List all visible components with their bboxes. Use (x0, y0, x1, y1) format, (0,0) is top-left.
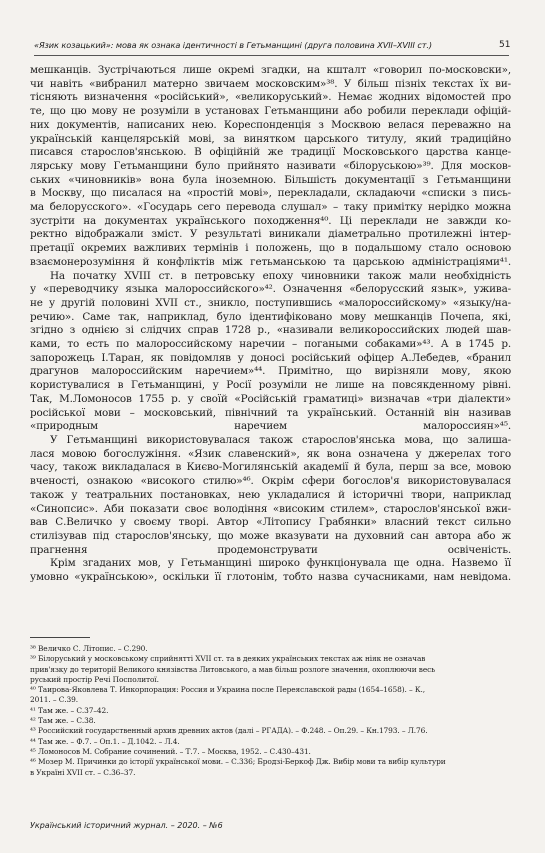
paragraph (30, 270, 511, 434)
text-line: у «переводчику языка малороссийского»⁴². Означення «белорусский язык», ужива- (30, 283, 511, 296)
paragraph (30, 434, 511, 557)
footnote-line: ⁴¹ Там же. – С.37–42. (30, 705, 109, 715)
text-line: «природным наречием малороссиян»⁴⁵. (30, 420, 511, 433)
text-line: На початку XVIII ст. в петровську епоху чиновники також мали необхідність (50, 269, 511, 282)
footnote-line: ⁴⁵ Ломоносов М. Собрание сочинений. – Т.7. – Москва, 1952. – С.430–431. (30, 746, 311, 756)
text-line: зустріти на документах українського походження⁴⁰. Ці переклади не завжди ко- (30, 214, 511, 227)
text-line: користувалися в Гетьманщині, у Росії розуміли не лише на повсякденному рівні. (30, 379, 511, 392)
text-line: тісняють визначення «російський», «великоруський». Немає жодних відомостей про (30, 91, 511, 104)
footnote-rule (30, 637, 90, 638)
running-header: «Язик козацький»: мова як ознака ідентичності в Гетьманщині (друга половина XVII–XVIII ст.) (34, 40, 432, 50)
footnote-line: прив'язку до території Великого князівства Литовського, а мав більш розлоге значення, охоплюючи весь (30, 664, 436, 674)
paragraph (30, 64, 511, 270)
footnote-line: ⁴⁰ Таирова-Яковлева Т. Инкорпорация: Россия и Украина после Переяславской рады (1654–1658). – К., (30, 685, 425, 695)
text-line: ських «чиновників» вона була іноземною. Більшість документації з Гетьманщини (30, 173, 511, 186)
text-line: вав С.Величко у своєму творі. Автор «Літопису Грабянки» власний текст сильно (30, 516, 511, 529)
text-line: лярську мову Гетьманщини було прийнято називати «білоруською»³⁹. Для москов- (30, 159, 511, 172)
footnote-line: руський простір Речі Посполитої. (30, 674, 159, 684)
footnote-line: ⁴³ Российский государственный архив древних актов (далі – РГАДА). – Ф.248. – Оп.29. – Кн.1793. – Л.76. (30, 726, 428, 736)
text-line: також у театральних постановках, нею укладалися й історичні твори, наприклад (30, 488, 511, 501)
text-line: ками, то есть по малороссийскому наречии – погаными собаками»⁴³. А в 1745 р. (30, 338, 511, 351)
text-line: згідно з однією зі слідчих справ 1728 р., «називали великороссийских людей шав- (30, 324, 511, 337)
footnote-line: ³⁹ Білоруський у московському сприйнятті XVII ст. та в деяких українських текстах аж ніяк не означав (30, 654, 426, 664)
text-line: писався старослов'янською. В офіційній же традиції Московського царства канце- (30, 146, 511, 159)
footnote-line: ⁴² Там же. – С.38. (30, 716, 96, 726)
text-line: драгунов малороссийским наречием»⁴⁴. Примітно, що вирізняли мову, якою (30, 365, 511, 378)
article-body (30, 64, 511, 585)
text-line: українській канцелярській мові, за винятком царського титулу, який традиційно (30, 132, 511, 145)
footnote-line: ⁴⁴ Там же. – Ф.7. – Оп.1. – Д.1042. – Л.4. (30, 736, 180, 746)
text-line: прагнення продемонструвати освіченість. (30, 543, 511, 556)
text-line: речию». Саме так, наприклад, було ідентифіковано мову мешканців Почепа, які, (30, 310, 511, 323)
text-line: «Синопсис». Аби показати своє володіння «високим стилем», старослов'янської вжи- (30, 502, 511, 515)
footnote-line: в Україні XVII ст. – С.36–37. (30, 767, 136, 777)
text-line: претації окремих важливих термінів і положень, що в подальшому стало основою (30, 242, 511, 255)
text-line: лася мовою богослужіння. «Язик славенский», як вона означена у джерелах того (30, 447, 511, 460)
page-number: 51 (499, 40, 511, 50)
text-line: те, що цю мову не розуміли в установах Гетьманщини або робили переклади офіцій- (30, 105, 511, 118)
text-line: стилізував під старослов'янську, що може вказувати на духовний сан автора або ж (30, 529, 511, 542)
header-rule (34, 55, 509, 56)
footnotes (30, 644, 508, 778)
text-line: мешканців. Зустрічаються лише окремі згадки, на кшталт «говорил по-московски», (30, 64, 511, 76)
text-line: Так, М.Ломоносов 1755 р. у своїй «Російській граматиці» визначав «три діалекти» (30, 392, 511, 405)
text-line: них документів, написаних нею. Кореспонденція з Москвою велася переважно на (30, 118, 511, 131)
text-line: У Гетьманщині використовувалася також старослов'янська мова, що залиша- (50, 433, 511, 446)
text-line: чи навіть «вибранил матерно звичаем московским»³⁸. У більш пізніх текстах їх ви- (30, 77, 511, 90)
paragraph (30, 557, 511, 584)
text-line: взаємонерозуміння й конфліктів між гетьманською та царською адміністраціями⁴¹. (30, 255, 511, 268)
text-line: Крім згаданих мов, у Гетьманщині широко функціонувала ще одна. Назвемо її (50, 557, 511, 570)
text-line: ма белорусского». «Государь сего перевода слушал» – таку примітку нерідко можна (30, 201, 511, 214)
journal-footer: Український історичний журнал. – 2020. – №6 (30, 821, 223, 830)
text-line: в Москву, що писалася на «простій мові», перекладали, складаючи «списки з пись- (30, 187, 511, 200)
text-line: умовно «українською», оскільки її глотонім, тобто назва сучасниками, нам невідома. (30, 571, 511, 584)
text-line: ректно відображали зміст. У результаті виникали діаметрально протилежні інтер- (30, 228, 511, 241)
text-line: російської мови – московський, північний та український. Останній він називав (30, 406, 511, 419)
text-line: запорожець І.Таран, як повідомляв у доносі російський офіцер А.Лебедев, «бранил (30, 351, 511, 364)
footnote-line: 2011. – С.39. (30, 695, 79, 705)
footnote-line: ⁴⁶ Мозер М. Причинки до історії української мови. – С.336; Бродзі-Беркоф Дж. Вибір мови та вибір культури (30, 757, 446, 767)
text-line: часу, також викладалася в Києво-Могилянській академії й була, перш за все, мовою (30, 461, 511, 474)
footnote-line: ³⁸ Величко С. Літопис. – С.290. (30, 644, 148, 653)
text-line: вченості, ознакою «високого стилю»⁴⁶. Окрім сфери богослов'я використовувалася (30, 475, 511, 488)
text-line: не у другій половині XVII ст., зникло, поступившись «малороссийскому» «языку/на- (30, 296, 511, 309)
